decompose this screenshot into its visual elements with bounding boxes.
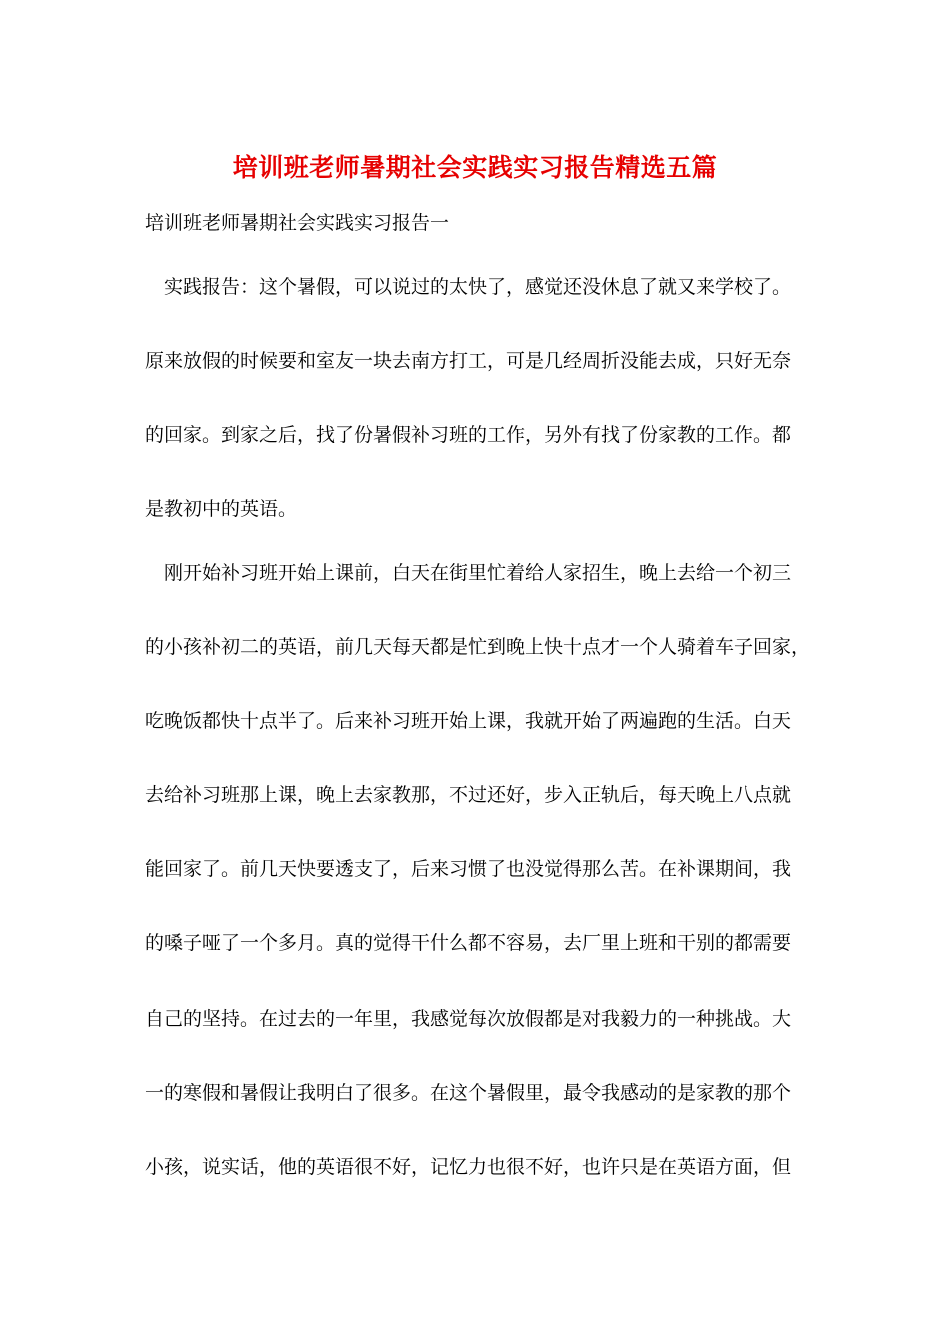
paragraph-line: 原来放假的时候要和室友一块去南方打工，可是几经周折没能去成，只好无奈 (145, 350, 792, 372)
paragraph-line: 能回家了。前几天快要透支了，后来习惯了也没觉得那么苦。在补课期间，我 (145, 858, 792, 880)
paragraph-line: 自己的坚持。在过去的一年里，我感觉每次放假都是对我毅力的一种挑战。大 (145, 1008, 792, 1030)
paragraph-line: 的小孩补初二的英语，前几天每天都是忙到晚上快十点才一个人骑着车子回家， (145, 636, 811, 658)
paragraph-line: 实践报告：这个暑假，可以说过的太快了，感觉还没休息了就又来学校了。 (145, 276, 792, 298)
paragraph-line: 刚开始补习班开始上课前，白天在街里忙着给人家招生，晚上去给一个初三 (145, 562, 792, 584)
section-heading: 培训班老师暑期社会实践实习报告一 (145, 212, 450, 234)
paragraph-line: 去给补习班那上课，晚上去家教那，不过还好，步入正轨后，每天晚上八点就 (145, 784, 792, 806)
paragraph-line: 吃晚饭都快十点半了。后来补习班开始上课，我就开始了两遍跑的生活。白天 (145, 710, 792, 732)
paragraph-line: 一的寒假和暑假让我明白了很多。在这个暑假里，最令我感动的是家教的那个 (145, 1082, 792, 1104)
document-title: 培训班老师暑期社会实践实习报告精选五篇 (232, 153, 718, 182)
paragraph-line: 是教初中的英语。 (145, 498, 298, 520)
paragraph-line: 的嗓子哑了一个多月。真的觉得干什么都不容易，去厂里上班和干别的都需要 (145, 932, 792, 954)
paragraph-line: 小孩，说实话，他的英语很不好，记忆力也很不好，也许只是在英语方面，但 (145, 1156, 792, 1178)
paragraph-line: 的回家。到家之后，找了份暑假补习班的工作，另外有找了份家教的工作。都 (145, 424, 792, 446)
